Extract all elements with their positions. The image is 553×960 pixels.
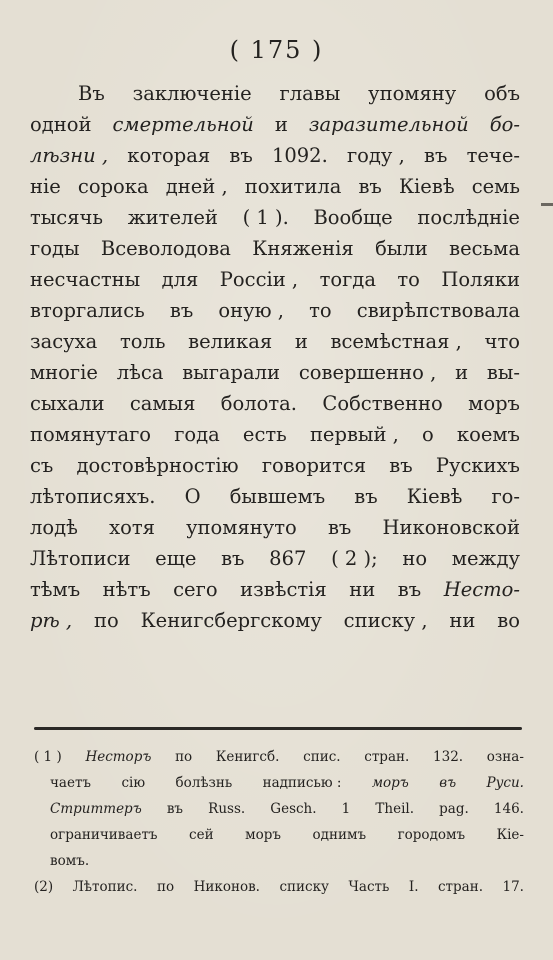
word: тече- bbox=[466, 144, 520, 167]
word: Часть bbox=[348, 879, 390, 895]
word: года bbox=[174, 423, 220, 446]
word: Несторъ bbox=[85, 749, 152, 765]
word: моръ bbox=[245, 827, 281, 843]
word: что bbox=[484, 330, 520, 353]
word: Всеволодова bbox=[100, 237, 231, 260]
word: но bbox=[402, 547, 428, 570]
word: Никоновской bbox=[382, 516, 520, 539]
word: еще bbox=[155, 547, 197, 570]
word: толь bbox=[119, 330, 166, 353]
word: во bbox=[497, 609, 520, 632]
word: Собственно bbox=[322, 392, 443, 415]
word: заразительной bbox=[308, 113, 469, 136]
word: Несто- bbox=[443, 578, 520, 601]
word: году , bbox=[346, 144, 405, 167]
word: Поляки bbox=[441, 268, 520, 291]
word: ни bbox=[449, 609, 476, 632]
word: надписью : bbox=[262, 775, 342, 791]
word: по bbox=[93, 609, 119, 632]
word: коемъ bbox=[456, 423, 520, 446]
text-line bbox=[30, 357, 520, 388]
word: вомъ. bbox=[50, 853, 90, 869]
word: Кіе- bbox=[496, 827, 524, 843]
text-line bbox=[30, 171, 520, 202]
word: послѣдніе bbox=[417, 206, 520, 229]
footnote-line bbox=[34, 744, 524, 770]
text-line bbox=[30, 326, 520, 357]
word: о bbox=[422, 423, 434, 446]
word: Theil. bbox=[375, 801, 415, 817]
word: по bbox=[156, 879, 175, 895]
word: ни bbox=[349, 578, 376, 601]
word: дней , bbox=[165, 175, 228, 198]
word: 17. bbox=[502, 879, 524, 895]
word: озна- bbox=[486, 749, 524, 765]
word: Вообще bbox=[313, 206, 393, 229]
word: го- bbox=[491, 485, 520, 508]
word: бо- bbox=[489, 113, 520, 136]
word: ніе bbox=[30, 175, 61, 198]
word: и bbox=[455, 361, 469, 384]
word: для bbox=[161, 268, 199, 291]
word: самыя bbox=[129, 392, 196, 415]
word: оную , bbox=[218, 299, 284, 322]
word: въ bbox=[439, 775, 457, 791]
word: бывшемъ bbox=[229, 485, 326, 508]
word: одной bbox=[30, 113, 92, 136]
footnote-line bbox=[34, 874, 524, 900]
word: есть bbox=[242, 423, 287, 446]
word: въ bbox=[358, 175, 382, 198]
text-line bbox=[30, 450, 520, 481]
word: и bbox=[294, 330, 308, 353]
word: 146. bbox=[493, 801, 524, 817]
word: великая bbox=[188, 330, 273, 353]
word: въ bbox=[229, 144, 253, 167]
word: въ bbox=[389, 454, 413, 477]
word: однимъ bbox=[312, 827, 367, 843]
word: несчастны bbox=[30, 268, 141, 291]
word: весьма bbox=[449, 237, 520, 260]
word: лѣса bbox=[116, 361, 164, 384]
word: болѣзнь bbox=[175, 775, 233, 791]
word: то bbox=[397, 268, 420, 291]
word: сорока bbox=[77, 175, 149, 198]
word: совершенно , bbox=[298, 361, 437, 384]
word: главы bbox=[279, 82, 341, 105]
main-text bbox=[30, 78, 520, 636]
word: списку , bbox=[343, 609, 428, 632]
word: по bbox=[175, 749, 193, 765]
page-number: ( 175 ) bbox=[229, 36, 324, 64]
word: болота. bbox=[220, 392, 298, 415]
text-line bbox=[30, 109, 520, 140]
word: въ bbox=[221, 547, 245, 570]
word: лѣтописяхъ. bbox=[30, 485, 156, 508]
word: извѣстія bbox=[240, 578, 327, 601]
word: вторгались bbox=[30, 299, 145, 322]
word: О bbox=[184, 485, 201, 508]
word: 1 bbox=[341, 801, 351, 817]
text-line bbox=[30, 419, 520, 450]
word: между bbox=[451, 547, 520, 570]
word: Стриттеръ bbox=[50, 801, 142, 817]
word: въ bbox=[397, 578, 422, 601]
word: съ bbox=[30, 454, 54, 477]
word: pag. bbox=[439, 801, 469, 817]
word: 132. bbox=[433, 749, 464, 765]
word: (2) bbox=[34, 879, 54, 895]
word: говорится bbox=[261, 454, 367, 477]
text-line bbox=[30, 202, 520, 233]
word: чаетъ bbox=[50, 775, 92, 791]
word: нѣтъ bbox=[102, 578, 151, 601]
footnotes bbox=[34, 744, 524, 900]
word: 1092. bbox=[271, 144, 328, 167]
word: выгарали bbox=[182, 361, 281, 384]
word: Russ. bbox=[208, 801, 246, 817]
word: спис. bbox=[303, 749, 341, 765]
word: въ bbox=[424, 144, 448, 167]
word: Рускихъ bbox=[435, 454, 520, 477]
word: смертельной bbox=[112, 113, 254, 136]
word: рѣ , bbox=[30, 609, 73, 632]
text-line bbox=[30, 543, 520, 574]
word: сего bbox=[173, 578, 218, 601]
text-line bbox=[30, 264, 520, 295]
word: въ bbox=[166, 801, 184, 817]
text-line bbox=[30, 78, 520, 109]
word: Руси. bbox=[486, 775, 524, 791]
word: Въ bbox=[78, 82, 105, 105]
word: Никонов. bbox=[193, 879, 260, 895]
word: вы- bbox=[486, 361, 520, 384]
word: ограничиваетъ bbox=[50, 827, 158, 843]
text-line bbox=[30, 388, 520, 419]
page-edge-mark bbox=[541, 203, 553, 206]
footnote-line bbox=[34, 848, 524, 874]
word: тѣмъ bbox=[30, 578, 81, 601]
word: заключеніе bbox=[132, 82, 252, 105]
word: свирѣпствовала bbox=[356, 299, 520, 322]
word: тысячь bbox=[30, 206, 104, 229]
word: Россіи , bbox=[219, 268, 299, 291]
text-line bbox=[30, 140, 520, 171]
footnote-line bbox=[34, 796, 524, 822]
word: были bbox=[375, 237, 428, 260]
footnote-line bbox=[34, 770, 524, 796]
word: упомянуто bbox=[186, 516, 297, 539]
word: и bbox=[274, 113, 288, 136]
word: помянутаго bbox=[30, 423, 152, 446]
word: Лѣтописи bbox=[30, 547, 131, 570]
word: первый , bbox=[309, 423, 399, 446]
word: моръ bbox=[468, 392, 520, 415]
word: Кіевѣ bbox=[406, 485, 463, 508]
word: сію bbox=[121, 775, 146, 791]
word: которая bbox=[127, 144, 211, 167]
word: въ bbox=[169, 299, 194, 322]
footnote-separator bbox=[34, 727, 522, 730]
text-line bbox=[30, 233, 520, 264]
word: списку bbox=[279, 879, 329, 895]
word: ( 1 ) bbox=[34, 749, 62, 765]
word: 867 bbox=[269, 547, 307, 570]
footnote-line bbox=[34, 822, 524, 848]
word: годы bbox=[30, 237, 80, 260]
word: стран. bbox=[364, 749, 410, 765]
word: многіе bbox=[30, 361, 98, 384]
word: I. bbox=[408, 879, 419, 895]
word: объ bbox=[484, 82, 520, 105]
word: ( 1 ). bbox=[242, 206, 289, 229]
word: Лѣтопис. bbox=[72, 879, 138, 895]
text-line bbox=[30, 574, 520, 605]
word: то bbox=[309, 299, 332, 322]
word: хотя bbox=[109, 516, 155, 539]
word: всемѣстная , bbox=[330, 330, 462, 353]
word: Gesch. bbox=[270, 801, 317, 817]
word: Кенигсбергскому bbox=[140, 609, 322, 632]
word: сыхали bbox=[30, 392, 105, 415]
word: ( 2 ); bbox=[331, 547, 378, 570]
word: лѣзни , bbox=[30, 144, 109, 167]
text-line bbox=[30, 481, 520, 512]
word: лодѣ bbox=[30, 516, 78, 539]
word: сей bbox=[189, 827, 214, 843]
word: стран. bbox=[437, 879, 483, 895]
word: Кенигсб. bbox=[215, 749, 280, 765]
word: достовѣрностію bbox=[76, 454, 239, 477]
text-line bbox=[30, 605, 520, 636]
word: въ bbox=[327, 516, 352, 539]
word: городомъ bbox=[397, 827, 466, 843]
word: въ bbox=[354, 485, 378, 508]
word: засуха bbox=[30, 330, 98, 353]
word: жителей bbox=[127, 206, 218, 229]
text-line bbox=[30, 295, 520, 326]
word: похитила bbox=[244, 175, 342, 198]
text-line bbox=[30, 512, 520, 543]
word: моръ bbox=[371, 775, 409, 791]
word: семь bbox=[471, 175, 520, 198]
word: упомяну bbox=[368, 82, 457, 105]
word: тогда bbox=[319, 268, 376, 291]
word: Княженія bbox=[252, 237, 354, 260]
word: Кіевѣ bbox=[398, 175, 455, 198]
